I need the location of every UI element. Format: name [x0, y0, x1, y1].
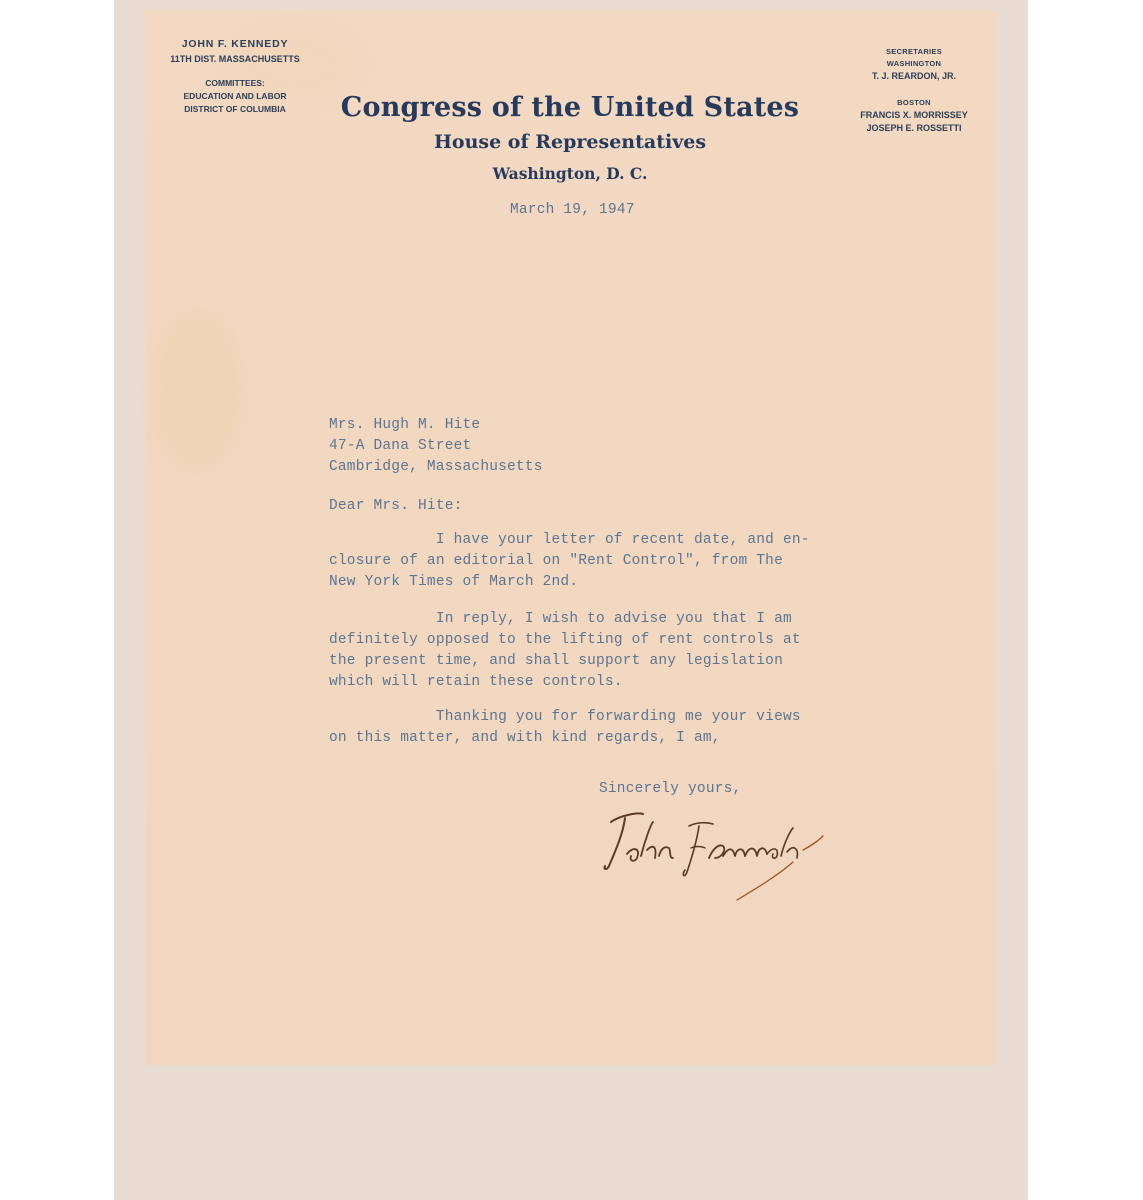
signature	[597, 800, 837, 910]
boston-secretary: JOSEPH E. ROSSETTI	[866, 123, 962, 133]
closing: Sincerely yours,	[599, 781, 742, 797]
letterhead-left	[165, 38, 305, 114]
body-line: New York Times of March 2nd.	[329, 574, 579, 590]
body-line: I have your letter of recent date, and en-	[329, 532, 810, 548]
committees-heading: COMMITTEES:	[205, 78, 265, 88]
committee-item: DISTRICT OF COLUMBIA	[184, 104, 286, 114]
letterhead-right	[838, 44, 990, 133]
paper-stain	[153, 310, 243, 470]
body-line: closure of an editorial on "Rent Control", from The	[329, 553, 783, 569]
body-line: In reply, I wish to advise you that I am	[329, 611, 792, 627]
body-line: which will retain these controls.	[329, 674, 623, 690]
boston-secretary: FRANCIS X. MORRISSEY	[860, 110, 968, 120]
letterhead-center	[330, 88, 810, 188]
body-line: definitely opposed to the lifting of rent controls at	[329, 632, 801, 648]
boston-label: BOSTON	[897, 98, 931, 107]
body-line: Thanking you for forwarding me your views	[329, 709, 801, 725]
washington-label: WASHINGTON	[886, 59, 942, 68]
salutation: Dear Mrs. Hite:	[329, 498, 463, 514]
recipient-line: Mrs. Hugh M. Hite	[329, 417, 481, 433]
body-line: the present time, and shall support any legislation	[329, 653, 783, 669]
letterhead-subtitle: House of Representatives	[433, 131, 707, 153]
washington-secretary: T. J. REARDON, JR.	[871, 71, 956, 81]
committee-item: EDUCATION AND LABOR	[183, 91, 287, 101]
district: 11TH DIST. MASSACHUSETTS	[170, 54, 300, 64]
secretaries-heading: SECRETARIES	[885, 47, 943, 56]
recipient-line: Cambridge, Massachusetts	[329, 459, 543, 475]
recipient-line: 47-A Dana Street	[329, 438, 472, 454]
letterhead-title: Congress of the United States	[340, 92, 800, 123]
letter-date: March 19, 1947	[510, 202, 635, 218]
congressman-name: JOHN F. KENNEDY	[181, 38, 289, 50]
body-line: on this matter, and with kind regards, I am,	[329, 730, 721, 746]
letterhead-city: Washington, D. C.	[492, 164, 648, 183]
